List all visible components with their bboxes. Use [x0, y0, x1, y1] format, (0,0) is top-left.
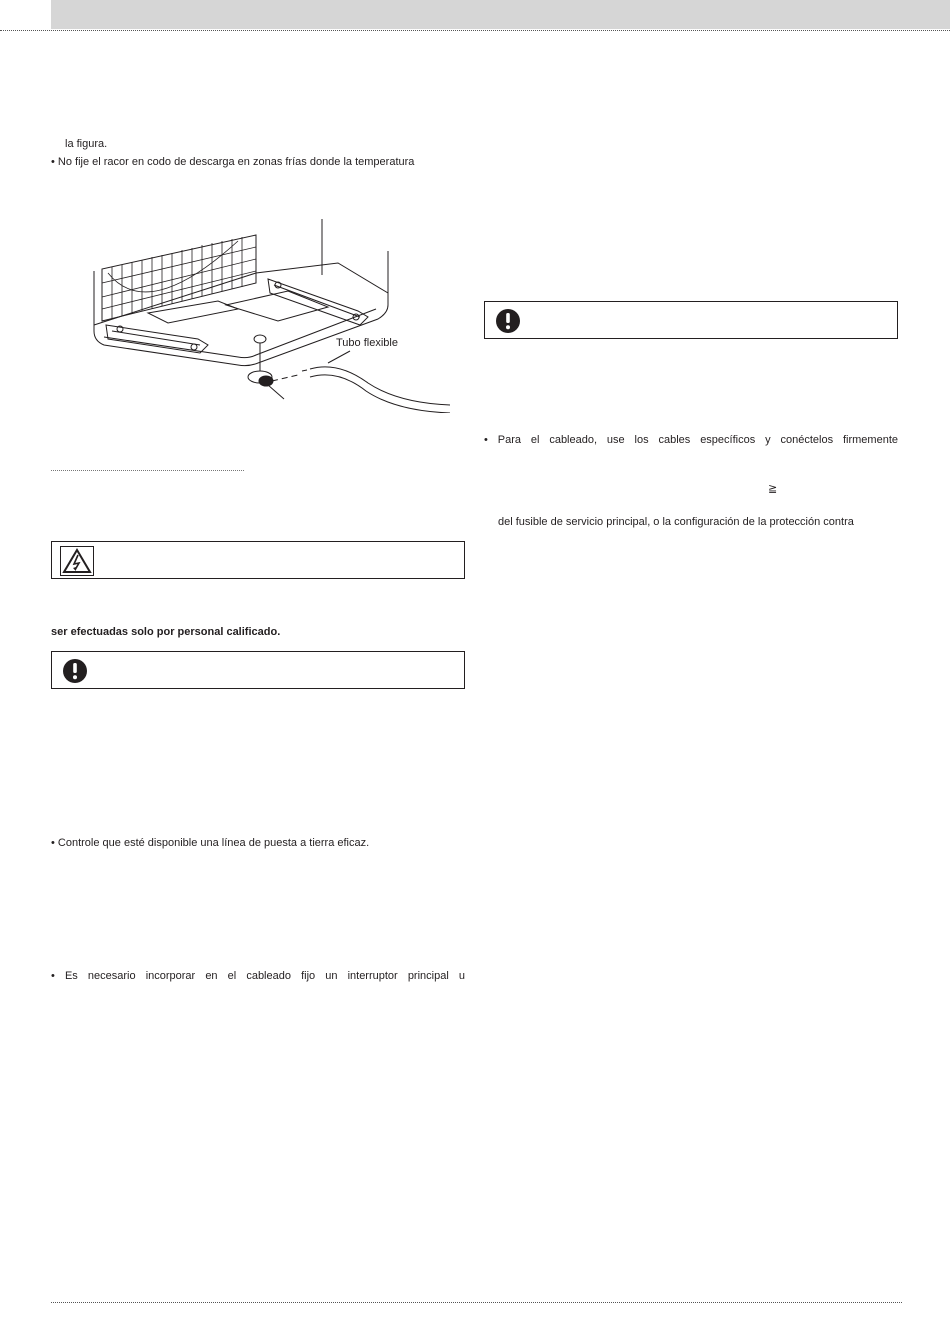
text-la-figura: la figura. [65, 138, 108, 150]
text-fusible: del fusible de servicio principal, o la configuración de la protección contra [498, 516, 854, 528]
mandatory-notice-box-right [484, 301, 898, 339]
symbol-greater-equal: ≧ [768, 483, 778, 495]
drain-elbow-figure [88, 213, 458, 413]
electric-hazard-icon [60, 546, 94, 576]
bullet-controle: • Controle que esté disponible una línea de puesta a tierra eficaz. [51, 837, 370, 849]
exclamation-icon [62, 658, 88, 687]
top-divider [0, 30, 950, 31]
bullet-no-fije: • No fije el racor en codo de descarga en zonas frías donde la temperatura [51, 156, 415, 168]
header-bar [51, 0, 950, 29]
mandatory-notice-box-left [51, 651, 465, 689]
figure-label-tubo-flexible: Tubo flexible [336, 337, 398, 349]
section-divider [51, 470, 244, 471]
bottom-divider [51, 1302, 902, 1303]
bullet-es-necesario: • Es necesario incorporar en el cableado fijo un interruptor principal u [51, 970, 465, 982]
electric-warning-box [51, 541, 465, 579]
bullet-para-cableado: • Para el cableado, use los cables específicos y conéctelos firmemente [484, 434, 898, 446]
bold-qualified-text: ser efectuadas solo por personal calificado. [51, 626, 281, 638]
exclamation-icon [495, 308, 521, 337]
